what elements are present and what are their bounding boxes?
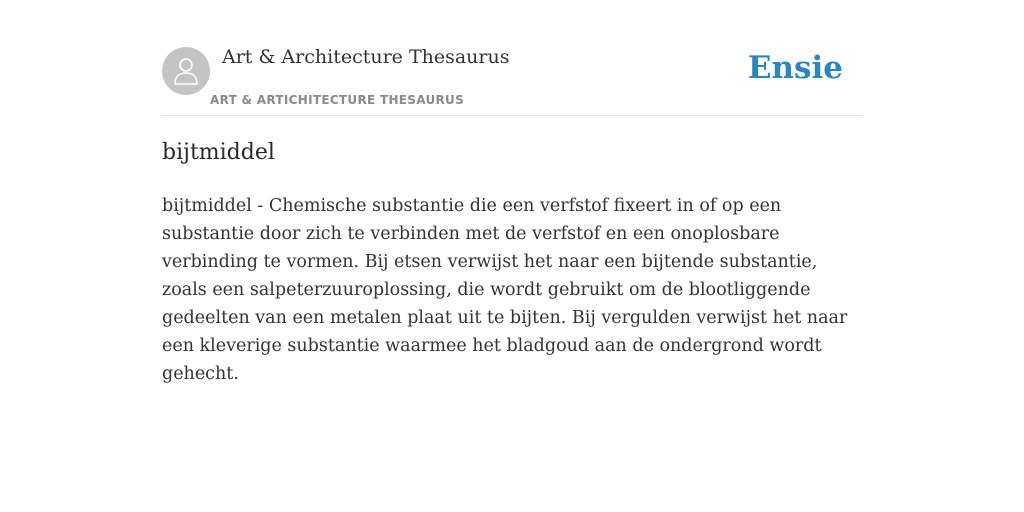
header [162, 40, 862, 116]
article-body: bijtmiddel - Chemische substantie die een verfstof fixeert in of op een substantie door zich te verbinden met de verfstof en een onoplosbare verbinding te vormen. Bij etsen verwijst het naar een bijtende substantie, zoals een salpeterzuuroplossing, die wordt gebruikt om de blootliggende gedeelten van een metalen plaat uit te bijten. Bij vergulden verwijst het naar een kleverige substantie waarmee het bladgoud aan de ondergrond wordt gehecht. [162, 196, 848, 384]
brand-logo[interactable]: Ensie [747, 50, 843, 86]
user-silhouette-icon [172, 56, 200, 86]
avatar[interactable] [162, 47, 210, 95]
article-title: bijtmiddel [162, 140, 275, 165]
author-name[interactable]: Art & Architecture Thesaurus [222, 46, 510, 68]
author-subtitle[interactable]: ART & ARTICHITECTURE THESAURUS [210, 93, 465, 107]
